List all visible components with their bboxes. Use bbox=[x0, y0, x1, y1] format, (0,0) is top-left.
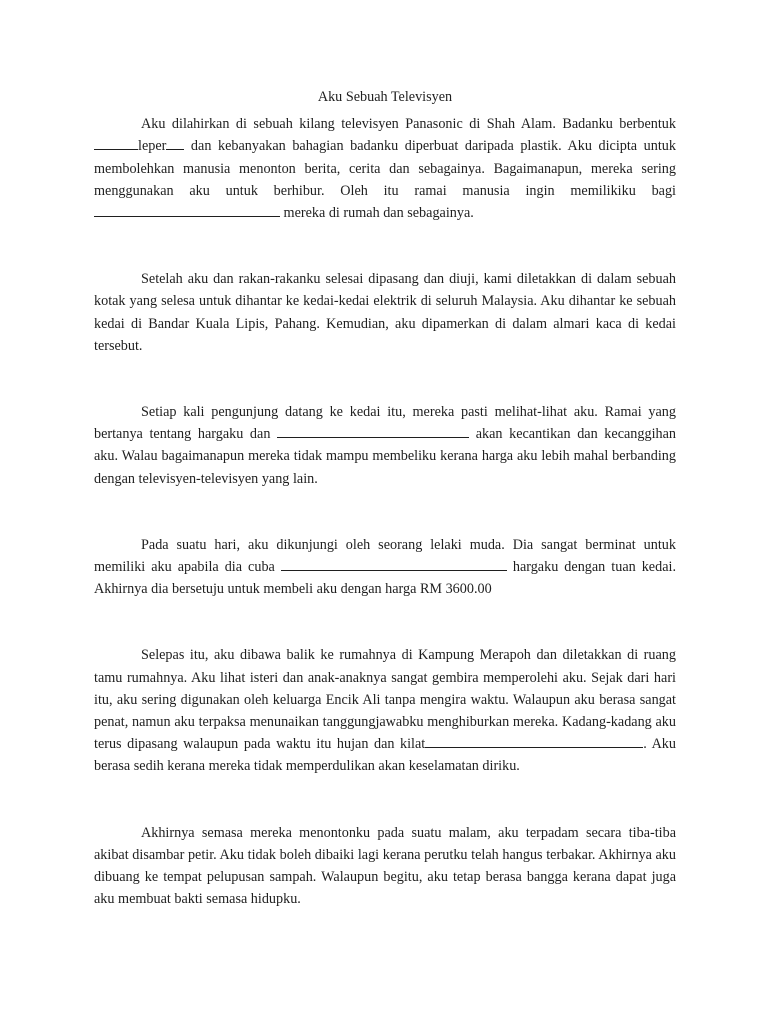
paragraph-2 bbox=[94, 268, 676, 357]
paragraph-text: dan kebanyakan bahagian badanku diperbuat daripada plastik. Aku dicipta untuk membolehkan manusia menonton berita, cerita dan sebagainya. Bagaimanapun, mereka sering menggunakan aku untuk berhibur. Oleh itu ramai manusia ingin memilikiku bagi bbox=[94, 138, 676, 199]
paragraph-text: mereka di rumah dan sebagainya. bbox=[280, 205, 474, 222]
paragraph-1 bbox=[94, 113, 676, 224]
paragraph-3 bbox=[94, 401, 676, 490]
fill-blank bbox=[94, 202, 280, 217]
document-body bbox=[94, 86, 676, 910]
paragraph-4 bbox=[94, 534, 676, 601]
fill-blank bbox=[166, 135, 184, 150]
document-title: Aku Sebuah Televisyen bbox=[317, 89, 453, 105]
paragraph-text: hargaku dengan tuan kedai. Akhirnya dia bersetuju untuk membeli aku dengan harga RM 3600.00 bbox=[94, 559, 676, 598]
fill-blank bbox=[94, 135, 138, 150]
paragraph-6 bbox=[94, 822, 676, 911]
paragraph-text: Selepas itu, aku dibawa balik ke rumahnya di Kampung Merapoh dan diletakkan di ruang tamu rumahnya. Aku lihat isteri dan anak-anaknya sangat gembira memperolehi aku. Sejak dari hari itu, aku sering digunakan oleh keluarga Encik Ali tanpa mengira waktu. Walaupun aku berasa sangat penat, namun aku terpaksa menunaikan tanggungjawabku menghiburkan mereka. Kadang-kadang aku terus dipasang walaupun pada waktu itu hujan dan kilat bbox=[94, 647, 676, 753]
fill-blank bbox=[281, 556, 507, 571]
paragraph-text: Setiap kali pengunjung datang ke kedai itu, mereka pasti melihat-lihat aku. Ramai yang bertanya tentang hargaku dan bbox=[94, 404, 676, 443]
paragraph-text: Aku dilahirkan di sebuah kilang televisyen Panasonic di Shah Alam. Badanku berbentuk bbox=[141, 116, 676, 133]
answer-text: leper bbox=[138, 138, 167, 155]
paragraph-text: . Aku berasa sedih kerana mereka tidak memperdulikan akan keselamatan diriku. bbox=[94, 736, 676, 775]
paragraph-text: Setelah aku dan rakan-rakanku selesai dipasang dan diuji, kami diletakkan di dalam sebuah kotak yang selesa untuk dihantar ke kedai-kedai elektrik di seluruh Malaysia. Aku dihantar ke sebuah kedai di Bandar Kuala Lipis, Pahang. Kemudian, aku dipamerkan di dalam almari kaca di kedai tersebut. bbox=[94, 271, 676, 354]
paragraph-5 bbox=[94, 644, 676, 777]
fill-blank bbox=[277, 423, 469, 438]
paragraph-text: akan kecantikan dan kecanggihan aku. Walau bagaimanapun mereka tidak mampu membeliku kerana harga aku lebih mahal berbanding dengan televisyen-televisyen yang lain. bbox=[94, 426, 676, 487]
fill-blank bbox=[425, 733, 643, 748]
paragraph-text: Akhirnya semasa mereka menontonku pada suatu malam, aku terpadam secara tiba-tiba akibat disambar petir. Aku tidak boleh dibaiki lagi kerana perutku telah hangus terbakar. Akhirnya aku dibuang ke tempat pelupusan sampah. Walaupun begitu, aku tetap berasa bangga kerana dapat juga aku membuat bakti semasa hidupku. bbox=[94, 824, 676, 908]
paragraph-text: Pada suatu hari, aku dikunjungi oleh seorang lelaki muda. Dia sangat berminat untuk memiliki aku apabila dia cuba bbox=[94, 536, 676, 576]
